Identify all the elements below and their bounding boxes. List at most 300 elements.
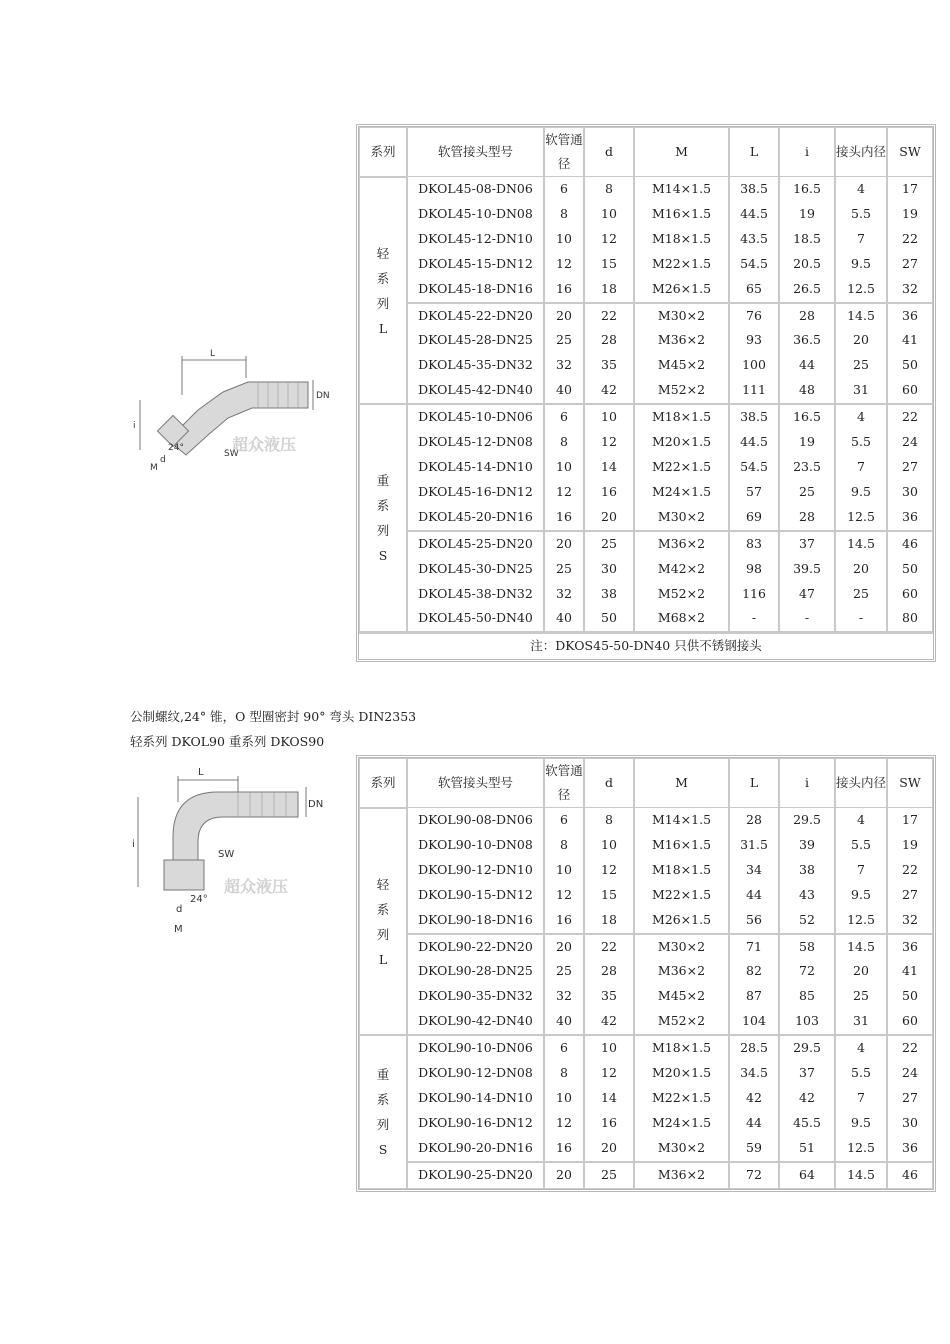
table-cell: 31 [835, 1009, 887, 1035]
table-cell: DKOL45-12-DN08 [407, 430, 544, 455]
table-cell: DKOL90-10-DN08 [407, 833, 544, 858]
column-header: 软管通径 [544, 127, 584, 177]
table-cell: 12 [584, 858, 634, 883]
table-cell: 40 [544, 378, 584, 404]
table-cell: DKOL90-10-DN06 [407, 1035, 544, 1061]
table-row [359, 277, 933, 303]
table-row [359, 227, 933, 252]
table-cell: 7 [835, 858, 887, 883]
table-cell: 23.5 [779, 455, 835, 480]
table-cell: 20 [544, 531, 584, 557]
table-cell: - [779, 606, 835, 632]
table-cell: M20×1.5 [634, 430, 729, 455]
diagram1-label-m: M [150, 463, 158, 473]
table-cell: 5.5 [835, 833, 887, 858]
table-row [359, 1111, 933, 1136]
table-cell: 93 [729, 328, 779, 353]
table-cell: 36 [887, 1136, 933, 1162]
table-cell: 10 [544, 227, 584, 252]
table-cell: 25 [835, 582, 887, 607]
table-cell: 36.5 [779, 328, 835, 353]
table-cell: 28 [729, 808, 779, 833]
table-cell: DKOL90-18-DN16 [407, 908, 544, 934]
diagram2-label-dn: DN [308, 799, 324, 810]
table-cell: 8 [544, 1061, 584, 1086]
table-cell: 12 [584, 430, 634, 455]
diagram2-label-d: d [176, 904, 183, 915]
table-cell: 85 [779, 984, 835, 1009]
diagram2-label-i: i [132, 839, 135, 850]
table-row [359, 505, 933, 531]
table-cell: DKOL90-25-DN20 [407, 1162, 544, 1189]
table-cell: 41 [887, 328, 933, 353]
table-cell: 4 [835, 177, 887, 202]
table-cell: 12 [584, 1061, 634, 1086]
table-row [359, 1035, 933, 1061]
table-cell: DKOL45-25-DN20 [407, 531, 544, 557]
table-cell: M24×1.5 [634, 1111, 729, 1136]
table-cell: 83 [729, 531, 779, 557]
diagram1-label-d: d [160, 455, 166, 465]
table-cell: 31.5 [729, 833, 779, 858]
table-cell: 20 [544, 934, 584, 960]
table-cell: 28 [584, 328, 634, 353]
table-cell: DKOL45-20-DN16 [407, 505, 544, 531]
table-cell: M68×2 [634, 606, 729, 632]
table-cell: 116 [729, 582, 779, 607]
table-cell: DKOL45-10-DN08 [407, 202, 544, 227]
table-cell: DKOL90-42-DN40 [407, 1009, 544, 1035]
table-cell: 16.5 [779, 177, 835, 202]
table-cell: 58 [779, 934, 835, 960]
table-cell: 6 [544, 1035, 584, 1061]
table-cell: DKOL90-16-DN12 [407, 1111, 544, 1136]
table-cell: DKOL90-08-DN06 [407, 808, 544, 833]
table-cell: 25 [544, 959, 584, 984]
table-cell: 6 [544, 404, 584, 430]
diagram1-label-sw: SW [224, 449, 239, 459]
table-cell: 42 [584, 378, 634, 404]
dkol90-spec-table [356, 755, 936, 1192]
table-cell: 22 [584, 934, 634, 960]
table-cell: 24 [887, 430, 933, 455]
table-cell: 57 [729, 480, 779, 505]
column-header: M [634, 758, 729, 808]
table-cell: - [729, 606, 779, 632]
table-row [359, 1086, 933, 1111]
table-cell: 65 [729, 277, 779, 303]
diagram1-watermark: 超众液压 [232, 435, 297, 454]
table-cell: 31 [835, 378, 887, 404]
table-cell: 10 [584, 202, 634, 227]
table-cell: DKOL45-08-DN06 [407, 177, 544, 202]
column-header: i [779, 758, 835, 808]
table-cell: 44 [779, 353, 835, 378]
table-cell: 15 [584, 252, 634, 277]
table-cell: 44 [729, 1111, 779, 1136]
column-header: SW [887, 127, 933, 177]
table-cell: 10 [584, 833, 634, 858]
table-row [359, 430, 933, 455]
table-cell: 71 [729, 934, 779, 960]
table-cell: 38.5 [729, 177, 779, 202]
table-cell: 20 [835, 959, 887, 984]
table-cell: 4 [835, 404, 887, 430]
table-cell: 12.5 [835, 277, 887, 303]
table-cell: 19 [779, 430, 835, 455]
table-cell: 9.5 [835, 883, 887, 908]
table-cell: 42 [729, 1086, 779, 1111]
table-cell: 60 [887, 378, 933, 404]
table-cell: 37 [779, 531, 835, 557]
table-row [359, 328, 933, 353]
table-cell: 46 [887, 1162, 933, 1189]
table-cell: M30×2 [634, 505, 729, 531]
table-cell: M36×2 [634, 1162, 729, 1189]
column-header: M [634, 127, 729, 177]
table-row [359, 959, 933, 984]
table-cell: 14 [584, 1086, 634, 1111]
table-cell: 22 [584, 303, 634, 329]
table-cell: 17 [887, 177, 933, 202]
table-cell: 7 [835, 227, 887, 252]
table-cell: 14.5 [835, 303, 887, 329]
table-cell: 12.5 [835, 505, 887, 531]
table-cell: 16 [544, 908, 584, 934]
table-cell: 47 [779, 582, 835, 607]
table-cell: M22×1.5 [634, 455, 729, 480]
table-cell: M14×1.5 [634, 808, 729, 833]
table-cell: 27 [887, 252, 933, 277]
table-row [359, 934, 933, 960]
table-cell: 64 [779, 1162, 835, 1189]
diagram1-label-i: i [133, 421, 136, 431]
table-cell: 104 [729, 1009, 779, 1035]
table-cell: 25 [584, 531, 634, 557]
series-label: 轻系列L [376, 245, 390, 336]
table-cell: 76 [729, 303, 779, 329]
table-cell: 16 [584, 480, 634, 505]
series-cell [359, 177, 407, 404]
column-header: d [584, 127, 634, 177]
table-cell: 5.5 [835, 202, 887, 227]
table-cell: 22 [887, 858, 933, 883]
table-cell: 9.5 [835, 1111, 887, 1136]
table-cell: 12 [544, 252, 584, 277]
table-cell: 87 [729, 984, 779, 1009]
table-cell: DKOL45-15-DN12 [407, 252, 544, 277]
table-cell: M16×1.5 [634, 202, 729, 227]
table-cell: 69 [729, 505, 779, 531]
table-cell: 72 [729, 1162, 779, 1189]
table-cell: 4 [835, 808, 887, 833]
table-cell: 82 [729, 959, 779, 984]
table-row [359, 252, 933, 277]
table-cell: DKOL90-35-DN32 [407, 984, 544, 1009]
column-header: i [779, 127, 835, 177]
table-cell: 35 [584, 984, 634, 1009]
column-header: 接头内径 [835, 127, 887, 177]
diagram1-label-l: L [210, 349, 216, 359]
table-cell: DKOL45-16-DN12 [407, 480, 544, 505]
table-row [359, 582, 933, 607]
table-row [359, 378, 933, 404]
table-cell: 25 [544, 328, 584, 353]
table-cell: 30 [887, 480, 933, 505]
table-cell: 38 [779, 858, 835, 883]
table-row [359, 984, 933, 1009]
table-row [359, 1009, 933, 1035]
table-cell: 20 [544, 303, 584, 329]
table-cell: 43.5 [729, 227, 779, 252]
diagram2-label-sw: SW [218, 849, 235, 860]
table-cell: M42×2 [634, 557, 729, 582]
table-cell: 10 [544, 1086, 584, 1111]
table-cell: 44.5 [729, 202, 779, 227]
table-cell: 80 [887, 606, 933, 632]
table-cell: 50 [887, 984, 933, 1009]
column-header: 系列 [359, 758, 407, 808]
table-cell: 14.5 [835, 934, 887, 960]
table-cell: 43 [779, 883, 835, 908]
table-cell: 111 [729, 378, 779, 404]
table-cell: 28 [779, 303, 835, 329]
table-row [359, 808, 933, 833]
table-cell: 10 [544, 858, 584, 883]
diagram2-watermark: 超众液压 [224, 877, 289, 896]
series-label: 轻系列L [376, 876, 390, 967]
column-header: d [584, 758, 634, 808]
elbow-45-diagram [128, 340, 328, 480]
table-cell: DKOL45-38-DN32 [407, 582, 544, 607]
table-cell: 16 [544, 1136, 584, 1162]
table-cell: 38.5 [729, 404, 779, 430]
table-cell: 100 [729, 353, 779, 378]
table-cell: 60 [887, 1009, 933, 1035]
table-cell: 12 [584, 227, 634, 252]
table-cell: 59 [729, 1136, 779, 1162]
table-cell: DKOL45-42-DN40 [407, 378, 544, 404]
column-header: 接头内径 [835, 758, 887, 808]
table-cell: 37 [779, 1061, 835, 1086]
table-cell: 72 [779, 959, 835, 984]
table-row [359, 353, 933, 378]
table-cell: 52 [779, 908, 835, 934]
elbow-90-caption: 公制螺纹,24° 锥，O 型圈密封 90° 弯头 DIN2353 [130, 709, 417, 724]
table-cell: 9.5 [835, 480, 887, 505]
table-cell: 54.5 [729, 455, 779, 480]
table-cell: 29.5 [779, 808, 835, 833]
table-cell: 34 [729, 858, 779, 883]
series-cell [359, 404, 407, 632]
table-cell: 46 [887, 531, 933, 557]
table-row [359, 531, 933, 557]
table-cell: 8 [544, 430, 584, 455]
table-row [359, 606, 933, 632]
table-cell: 36 [887, 934, 933, 960]
table-row [359, 480, 933, 505]
table-cell: 8 [544, 202, 584, 227]
table-cell: DKOL90-12-DN08 [407, 1061, 544, 1086]
table-cell: 27 [887, 1086, 933, 1111]
table-cell: 5.5 [835, 430, 887, 455]
table-cell: M22×1.5 [634, 883, 729, 908]
table-row [359, 1136, 933, 1162]
table-cell: DKOL90-22-DN20 [407, 934, 544, 960]
table-cell: 20 [584, 505, 634, 531]
table-cell: 25 [835, 984, 887, 1009]
table-cell: DKOL45-35-DN32 [407, 353, 544, 378]
table-row [359, 303, 933, 329]
series-cell [359, 808, 407, 1035]
table-cell: 20 [835, 328, 887, 353]
table-cell: 103 [779, 1009, 835, 1035]
table-cell: M18×1.5 [634, 404, 729, 430]
table-cell: 8 [584, 177, 634, 202]
table-cell: DKOL90-12-DN10 [407, 858, 544, 883]
table-cell: 12 [544, 883, 584, 908]
table-cell: 29.5 [779, 1035, 835, 1061]
table-cell: DKOL45-28-DN25 [407, 328, 544, 353]
table-cell: 27 [887, 883, 933, 908]
table-cell: 4 [835, 1035, 887, 1061]
table-cell: 27 [887, 455, 933, 480]
table-cell: 32 [887, 908, 933, 934]
table-cell: M18×1.5 [634, 227, 729, 252]
table-cell: 10 [584, 404, 634, 430]
table-row [359, 455, 933, 480]
table-cell: 26.5 [779, 277, 835, 303]
table-cell: M22×1.5 [634, 1086, 729, 1111]
table-note-row [359, 632, 933, 659]
column-header: SW [887, 758, 933, 808]
table-cell: 20 [544, 1162, 584, 1189]
table-row [359, 908, 933, 934]
table-cell: M30×2 [634, 303, 729, 329]
table-cell: 44 [729, 883, 779, 908]
column-header: L [729, 758, 779, 808]
table-cell: DKOL45-14-DN10 [407, 455, 544, 480]
table-cell: 14 [584, 455, 634, 480]
column-header: 软管接头型号 [407, 127, 544, 177]
table-cell: 30 [584, 557, 634, 582]
table-cell: 32 [887, 277, 933, 303]
table-cell: 16 [544, 277, 584, 303]
table-cell: 8 [544, 833, 584, 858]
table-cell: M45×2 [634, 353, 729, 378]
table-cell: DKOL90-15-DN12 [407, 883, 544, 908]
table-cell: DKOL45-30-DN25 [407, 557, 544, 582]
table-cell: 10 [584, 1035, 634, 1061]
table-cell: M22×1.5 [634, 252, 729, 277]
table-cell: M30×2 [634, 934, 729, 960]
table-row [359, 883, 933, 908]
table-cell: 34.5 [729, 1061, 779, 1086]
elbow-90-diagram [128, 762, 324, 942]
table-cell: 12.5 [835, 1136, 887, 1162]
table-cell: 6 [544, 808, 584, 833]
table-cell: 20 [584, 1136, 634, 1162]
table-row [359, 1162, 933, 1189]
table-cell: 19 [887, 202, 933, 227]
table-cell: 54.5 [729, 252, 779, 277]
diagram2-label-24: 24° [190, 894, 208, 905]
table-cell: M52×2 [634, 378, 729, 404]
table-cell: 48 [779, 378, 835, 404]
table-cell: 51 [779, 1136, 835, 1162]
table-cell: M24×1.5 [634, 480, 729, 505]
table-row [359, 177, 933, 202]
table-cell: 24 [887, 1061, 933, 1086]
table-cell: 6 [544, 177, 584, 202]
series-cell [359, 1035, 407, 1188]
table-cell: 17 [887, 808, 933, 833]
table-cell: 38 [584, 582, 634, 607]
table-cell: 36 [887, 303, 933, 329]
table-cell: 30 [887, 1111, 933, 1136]
table-cell: 44.5 [729, 430, 779, 455]
table-cell: 19 [779, 202, 835, 227]
table-cell: 22 [887, 227, 933, 252]
table-cell: M52×2 [634, 1009, 729, 1035]
table-cell: 8 [584, 808, 634, 833]
table-cell: 25 [544, 557, 584, 582]
table-cell: M26×1.5 [634, 908, 729, 934]
table-cell: 22 [887, 404, 933, 430]
table-cell: 14.5 [835, 531, 887, 557]
table-cell: 50 [584, 606, 634, 632]
table-cell: 28.5 [729, 1035, 779, 1061]
table-cell: 5.5 [835, 1061, 887, 1086]
table-cell: 32 [544, 353, 584, 378]
table-cell: 40 [544, 606, 584, 632]
table-cell: 32 [544, 582, 584, 607]
table-cell: 10 [544, 455, 584, 480]
table-row [359, 557, 933, 582]
table-cell: 41 [887, 959, 933, 984]
table-cell: M18×1.5 [634, 1035, 729, 1061]
table-cell: DKOL90-20-DN16 [407, 1136, 544, 1162]
table-cell: 39.5 [779, 557, 835, 582]
series-label: 重系列S [376, 1066, 390, 1157]
table-cell: 25 [584, 1162, 634, 1189]
table-cell: M30×2 [634, 1136, 729, 1162]
table-cell: 7 [835, 455, 887, 480]
elbow-90-series-caption: 轻系列 DKOL90 重系列 DKOS90 [130, 734, 325, 749]
table-cell: M16×1.5 [634, 833, 729, 858]
table-cell: 42 [779, 1086, 835, 1111]
column-header: L [729, 127, 779, 177]
table-cell: M36×2 [634, 328, 729, 353]
table-cell: M20×1.5 [634, 1061, 729, 1086]
table-cell: 16 [584, 1111, 634, 1136]
table-cell: 28 [779, 505, 835, 531]
table-cell: M36×2 [634, 531, 729, 557]
table-cell: 25 [835, 353, 887, 378]
table-cell: M45×2 [634, 984, 729, 1009]
table-cell: 12.5 [835, 908, 887, 934]
column-header: 系列 [359, 127, 407, 177]
table-cell: M52×2 [634, 582, 729, 607]
table-cell: DKOL45-22-DN20 [407, 303, 544, 329]
table-cell: 60 [887, 582, 933, 607]
table-cell: 32 [544, 984, 584, 1009]
table-row [359, 858, 933, 883]
table-cell: 18 [584, 277, 634, 303]
dkol45-spec-table [356, 124, 936, 662]
table-cell: DKOL90-28-DN25 [407, 959, 544, 984]
table-cell: 15 [584, 883, 634, 908]
